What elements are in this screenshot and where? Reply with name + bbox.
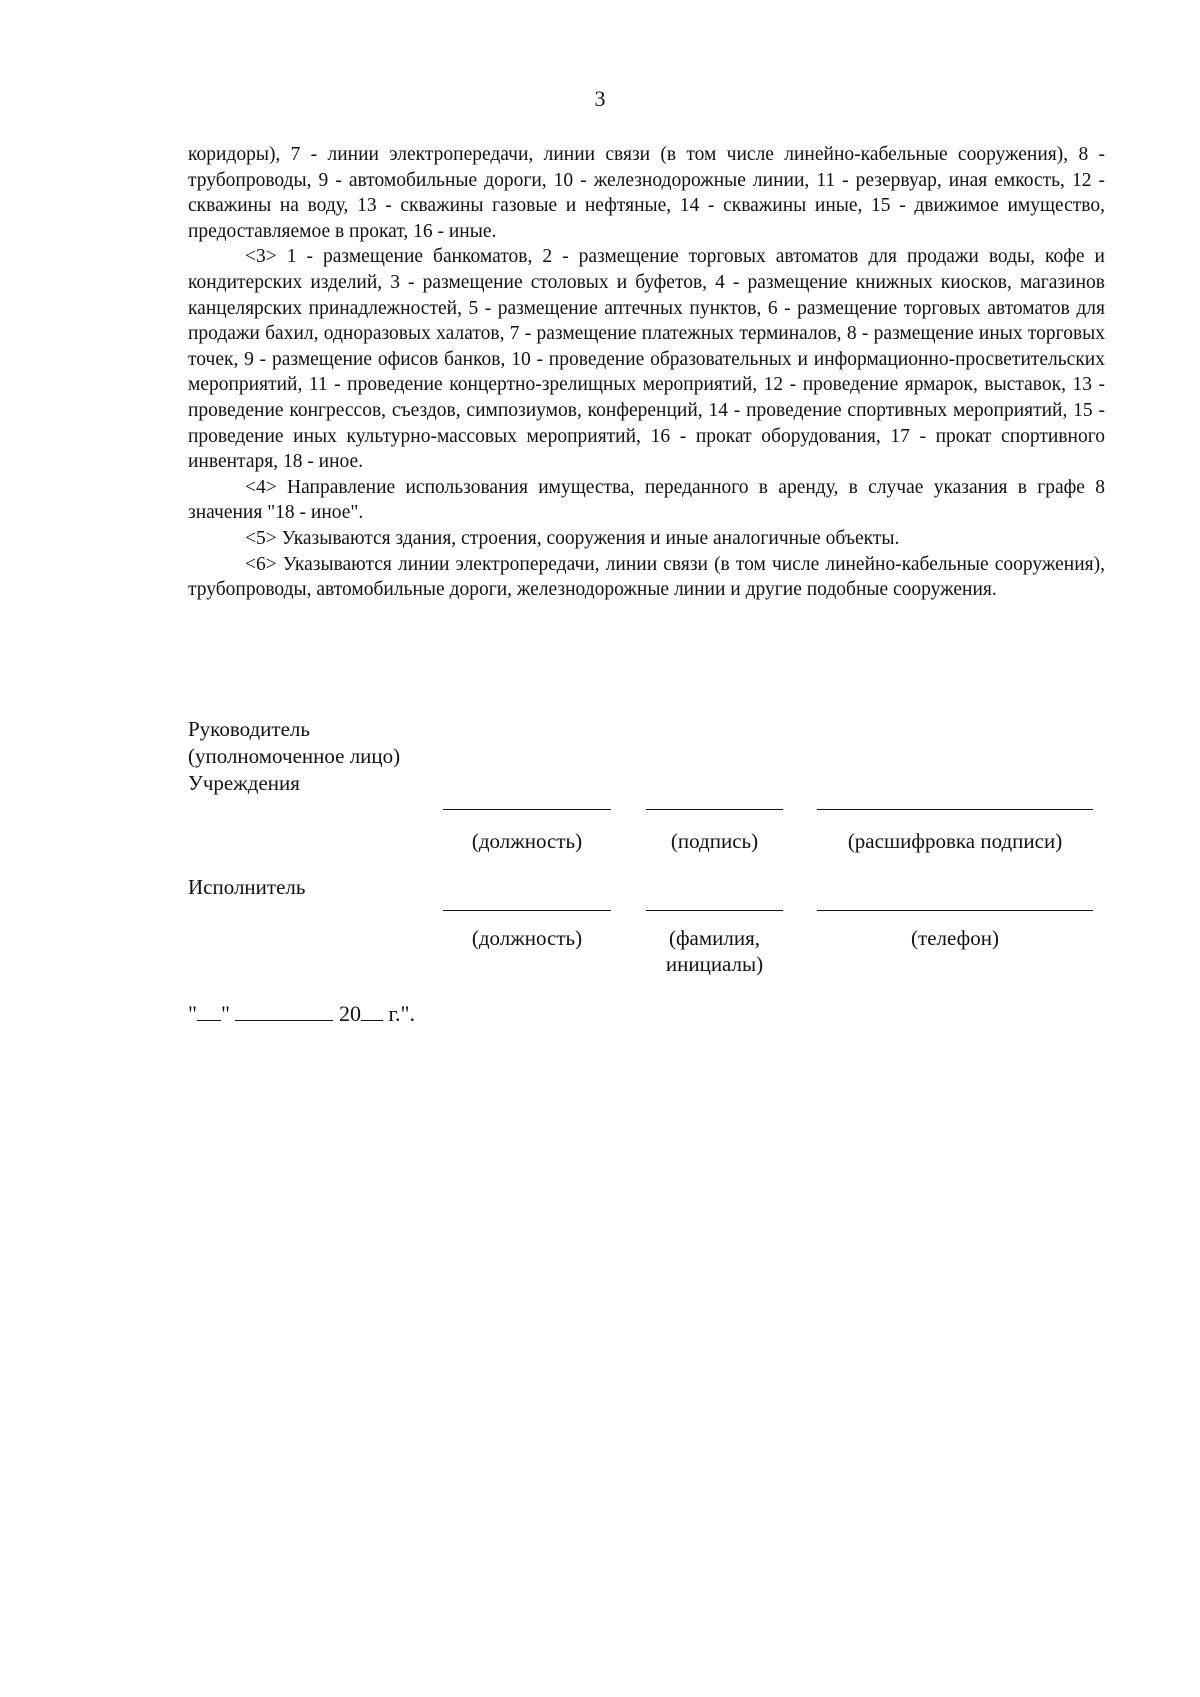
executor-caption-position: (должность) xyxy=(471,926,583,950)
date-year-blank[interactable] xyxy=(361,1000,383,1021)
head-signature-line[interactable] xyxy=(646,809,783,810)
head-decoding-line[interactable] xyxy=(817,809,1093,810)
footnote-6: <6> Указываются линии электропередачи, линии связи (в том числе линейно-кабельные сооружения), трубопроводы, автомобильные дороги, железнодорожные линии и другие подобные сооружения. xyxy=(188,553,1105,601)
date-close-quote: " xyxy=(220,1001,230,1026)
head-label-line: Руководитель xyxy=(188,717,310,741)
executor-phone-line[interactable] xyxy=(817,910,1093,911)
head-caption-signature: (подпись) xyxy=(670,829,759,853)
page-number: 3 xyxy=(594,86,606,111)
footnote-3: <3> 1 - размещение банкоматов, 2 - размещение торговых автоматов для продажи воды, кофе и кондитерских изделий, 3 - размещение столовых и буфетов, 4 - размещение книжных киосков, магазинов канцелярских принадлежностей, 5 - размещение аптечных пунктов, 6 - размещение торговых автоматов для продажи бахил, одноразовых халатов, 7 - размещение платежных терминалов, 8 - размещение иных торговых точек, 9 - размещение офисов банков, 10 - проведение образовательных и информационно-просветительских мероприятий, 11 - проведение концертно-зрелищных мероприятий, 12 - проведение ярмарок, выставок, 13 - проведение конгрессов, съездов, симпозиумов, конференций, 14 - проведение спортивных мероприятий, 15 - проведение иных культурно-массовых мероприятий, 16 - прокат оборудования, 17 - прокат спортивного инвентаря, 18 - иное. xyxy=(188,246,1105,473)
date-line xyxy=(188,1000,415,1027)
footnote-5: <5> Указываются здания, строения, сооружения и иные аналогичные объекты. xyxy=(245,527,900,549)
footnote-4: <4> Направление использования имущества, переданного в аренду, в случае указания в графе 8 значения "18 - иное". xyxy=(188,476,1105,524)
date-month-blank[interactable] xyxy=(235,1000,333,1021)
paragraph-continuation: коридоры), 7 - линии электропередачи, линии связи (в том числе линейно-кабельные сооружения), 8 - трубопроводы, 9 - автомобильные дороги, 10 - железнодорожные линии, 11 - резервуар, иная емкость, 12 - скважины на воду, 13 - скважины газовые и нефтяные, 14 - скважины иные, 15 - движимое имущество, предоставляемое в прокат, 16 - иные. xyxy=(188,144,1105,242)
executor-caption-name xyxy=(646,925,783,977)
head-label-line: (уполномоченное лицо) xyxy=(188,744,401,768)
head-caption-decoding: (расшифровка подписи) xyxy=(847,829,1063,853)
date-year-prefix: 20 xyxy=(338,1001,361,1026)
executor-name-line[interactable] xyxy=(646,910,783,911)
executor-caption-name-line: (фамилия, xyxy=(668,926,761,950)
head-label xyxy=(188,716,400,797)
executor-label: Исполнитель xyxy=(188,875,306,899)
date-open-quote: " xyxy=(188,1001,197,1026)
executor-caption-name-line: инициалы) xyxy=(665,952,764,976)
executor-caption-phone: (телефон) xyxy=(911,926,999,950)
footnotes-text xyxy=(188,142,1105,603)
head-label-line: Учреждения xyxy=(188,771,300,795)
executor-position-line[interactable] xyxy=(443,910,611,911)
date-day-blank[interactable] xyxy=(197,1000,221,1021)
head-caption-position: (должность) xyxy=(471,829,583,853)
head-position-line[interactable] xyxy=(443,809,611,810)
date-suffix: г.". xyxy=(382,1001,415,1026)
